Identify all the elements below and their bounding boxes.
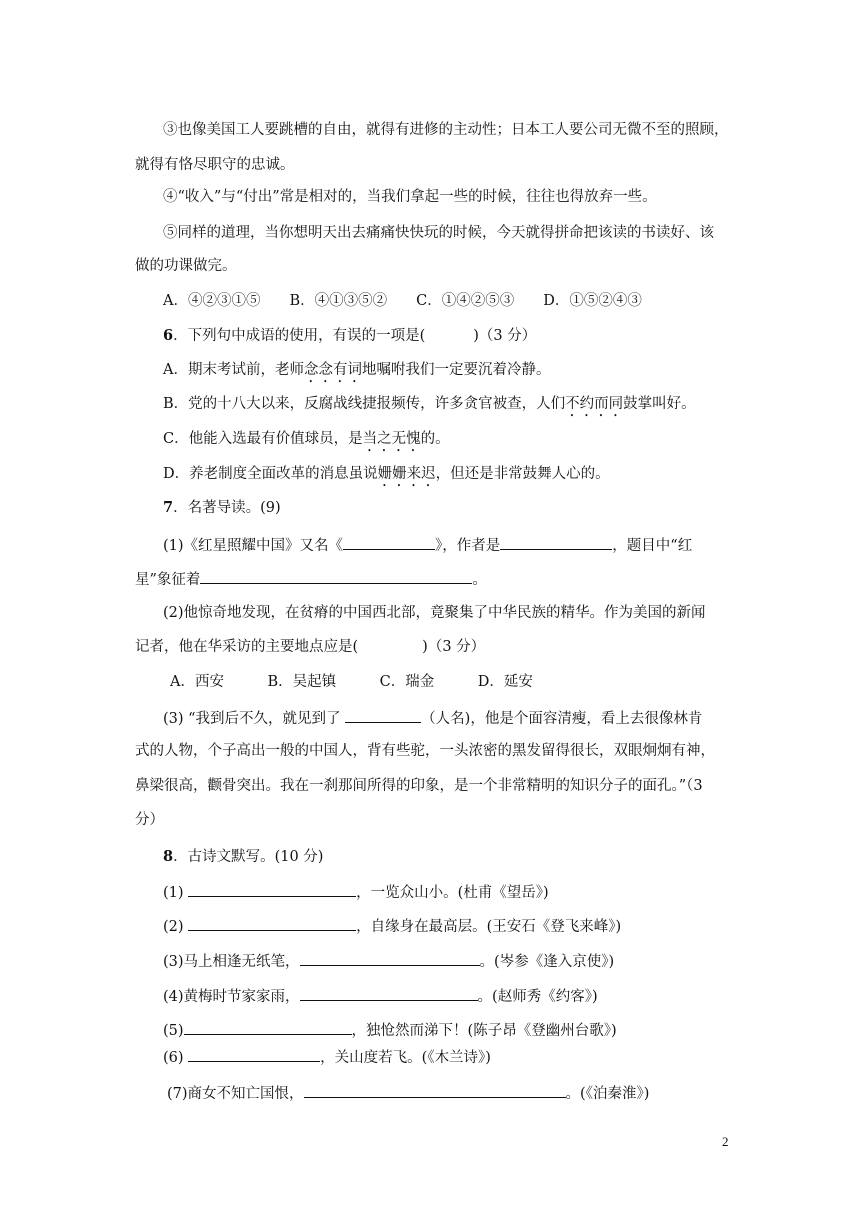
q7-part3: (3) “我到后不久，就见到了 （人名)，他是个面容清瘦，看上去很像林肯 [163, 707, 702, 729]
q7-part3-cont1: 式的人物，个子高出一般的中国人，背有些驼，一头浓密的黑发留得很长，双眼炯炯有神， [135, 743, 715, 759]
answer-blank[interactable] [188, 881, 356, 897]
q8-line-1: (1) ，一览众山小。(杜甫《望岳》) [163, 881, 549, 903]
q7-part2-cont: 记者，他在华采访的主要地点应是( )（3 分） [135, 639, 486, 655]
idiom-highlight: 不约而同 [565, 396, 624, 412]
page-number: 2 [722, 1134, 729, 1149]
question-number: 8 [163, 848, 174, 865]
q6-option-a: A．期末考试前，老师念念有词地嘱咐我们一定要沉着冷静。 [163, 362, 551, 378]
option-line-4: ④“收入”与“付出”常是相对的，当我们拿起一些的时候，往往也得放弃一些。 [163, 189, 657, 205]
q7-title: 7．名著导读。(9) [163, 499, 281, 516]
option-line-5b: 做的功课做完。 [135, 258, 237, 274]
q8-line-6: (6) ，关山度若飞。(《木兰诗》) [163, 1046, 491, 1068]
answer-blank[interactable] [184, 1019, 352, 1035]
question-number: 6 [163, 327, 174, 344]
q7-part2-choices: A．西安 B．吴起镇 C．瑞金 D．延安 [170, 674, 533, 690]
answer-blank[interactable] [300, 950, 480, 966]
q8-line-4: (4)黄梅时节家家雨， 。(赵师秀《约客》) [163, 985, 598, 1007]
q7-part3-cont2: 鼻梁很高，颧骨突出。我在一刹那间所得的印象，是一个非常精明的知识分子的面孔。”（3 [135, 778, 703, 794]
option-line-3a: ③也像美国工人要跳槽的自由，就得有进修的主动性；日本工人要公司无微不至的照顾， [163, 122, 729, 138]
idiom-highlight: 念念有词 [303, 362, 362, 378]
answer-blank[interactable] [345, 707, 421, 723]
q8-line-3: (3)马上相逢无纸笔， 。(岑参《逢入京使》) [163, 950, 614, 972]
q6-option-d: D．养老制度全面改革的消息虽说姗姗来迟，但还是非常鼓舞人心的。 [163, 466, 610, 482]
q7-part3-cont3: 分） [135, 812, 164, 828]
answer-blank[interactable] [500, 534, 612, 550]
q8-line-2: (2) ，自缘身在最高层。(王安石《登飞来峰》) [163, 915, 621, 937]
option-line-3b: 就得有恪尽职守的忠诚。 [135, 157, 295, 173]
question-number: 7 [163, 499, 174, 516]
answer-blank[interactable] [300, 985, 478, 1001]
answer-blank[interactable] [188, 915, 356, 931]
q6-option-c: C．他能入选最有价值球员，是当之无愧的。 [163, 431, 450, 447]
idiom-highlight: 姗姗来迟 [377, 466, 436, 482]
q8-title: 8．古诗文默写。(10 分) [163, 848, 324, 865]
answer-blank[interactable] [343, 534, 435, 550]
answer-blank[interactable] [188, 1046, 320, 1062]
q8-line-7: (7)商女不知亡国恨， 。(《泊秦淮》) [167, 1082, 649, 1104]
answer-blank[interactable] [304, 1082, 566, 1098]
q8-line-5: (5) ，独怆然而涕下！(陈子昂《登幽州台歌》) [163, 1019, 617, 1041]
q6-option-b: B．党的十八大以来，反腐战线捷报频传，许多贪官被查，人们不约而同鼓掌叫好。 [163, 396, 696, 412]
answer-blank[interactable] [200, 568, 472, 584]
option-line-5a: ⑤同样的道理，当你想明天出去痛痛快快玩的时候，今天就得拼命把该读的书读好、该 [163, 225, 714, 241]
q7-part1-cont: 星”象征着 。 [135, 568, 487, 590]
idiom-highlight: 当之无愧 [362, 431, 421, 447]
q7-part2: (2)他惊奇地发现，在贫瘠的中国西北部，竟聚集了中华民族的精华。作为美国的新闻 [163, 605, 706, 621]
q6-stem: 6．下列句中成语的使用，有误的一项是( )（3 分） [163, 327, 537, 344]
q5-choices: A．④②③①⑤ B．④①③⑤② C．①④②⑤③ D．①⑤②④③ [163, 293, 642, 309]
q7-part1: (1)《红星照耀中国》又名《 》，作者是 ，题目中“红 [163, 534, 692, 556]
